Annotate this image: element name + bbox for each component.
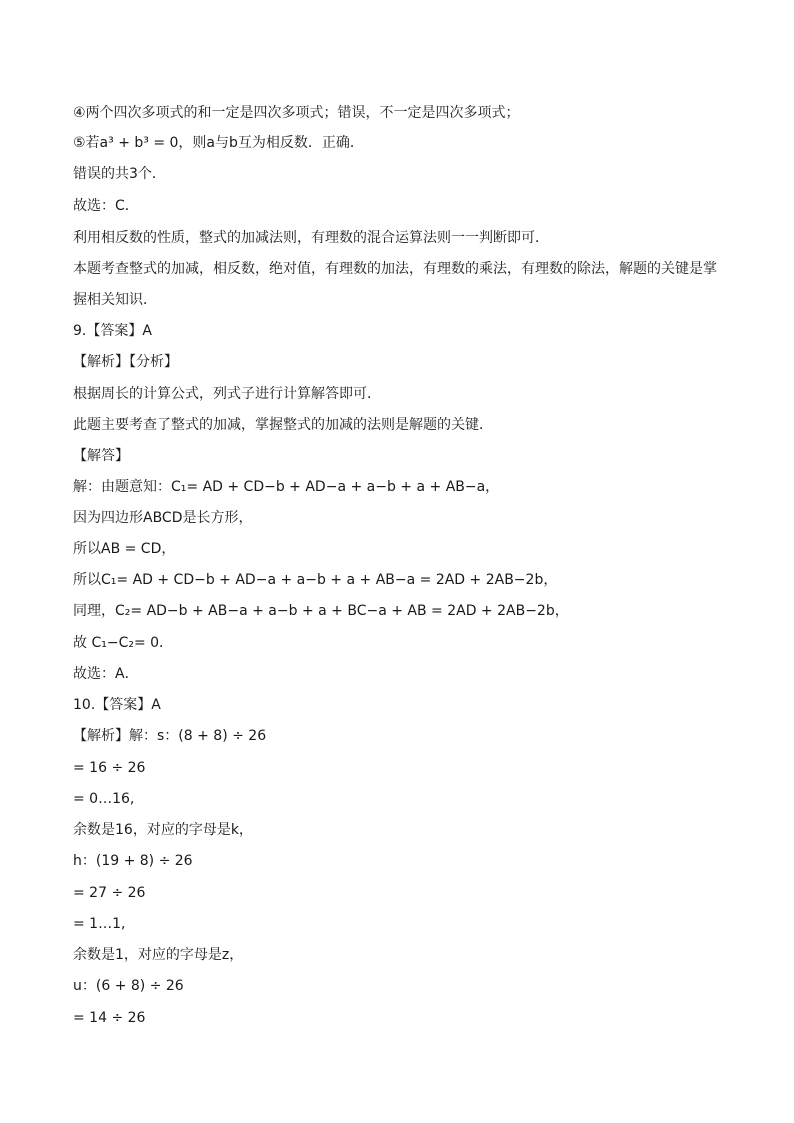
math-line: h：(19 + 8) ÷ 26 bbox=[73, 853, 193, 869]
text-line: 本题考查整式的加减，相反数，绝对值，有理数的加法，有理数的乘法，有理数的除法，解题的关键是掌 bbox=[73, 261, 717, 277]
math-line: 解：由题意知：C₁= AD + CD−b + AD−a + a−b + a + AB−a， bbox=[73, 479, 500, 495]
text-line: 利用相反数的性质，整式的加减法则，有理数的混合运算法则一一判断即可． bbox=[73, 230, 549, 246]
text-line: 错误的共3个． bbox=[73, 166, 166, 182]
text-line: ⑤若a³ + b³ = 0，则a与b互为相反数．正确． bbox=[73, 135, 364, 151]
math-line: u：(6 + 8) ÷ 26 bbox=[73, 978, 184, 994]
math-line: = 0…16, bbox=[73, 791, 135, 807]
text-line: 故选：A． bbox=[73, 666, 139, 682]
section-heading: 【解析】【分析】 bbox=[73, 354, 178, 370]
text-line: 因为四边形ABCD是长方形， bbox=[73, 510, 253, 526]
math-line: = 14 ÷ 26 bbox=[73, 1010, 146, 1026]
math-line: = 27 ÷ 26 bbox=[73, 885, 146, 901]
text-line: ④两个四次多项式的和一定是四次多项式；错误，不一定是四次多项式； bbox=[73, 105, 520, 121]
section-heading: 【解答】 bbox=[73, 448, 129, 464]
math-line: 【解析】解：s：(8 + 8) ÷ 26 bbox=[73, 728, 267, 744]
math-line: = 1…1, bbox=[73, 916, 126, 932]
text-line: 根据周长的计算公式，列式子进行计算解答即可． bbox=[73, 386, 381, 402]
text-line: 余数是1，对应的字母是z， bbox=[73, 947, 244, 963]
math-line: 所以AB = CD， bbox=[73, 541, 176, 557]
math-line: 所以C₁= AD + CD−b + AD−a + a−b + a + AB−a = 2AD + 2AB−2b， bbox=[73, 572, 558, 588]
math-line: 同理，C₂= AD−b + AB−a + a−b + a + BC−a + AB = 2AD + 2AB−2b， bbox=[73, 603, 569, 619]
answer-heading: 10.【答案】A bbox=[73, 697, 161, 713]
text-line: 此题主要考查了整式的加减，掌握整式的加减的法则是解题的关键． bbox=[73, 417, 493, 433]
math-line: 故 C₁−C₂= 0． bbox=[73, 635, 174, 651]
answer-heading: 9.【答案】A bbox=[73, 323, 152, 339]
text-line: 余数是16，对应的字母是k， bbox=[73, 822, 253, 838]
math-line: = 16 ÷ 26 bbox=[73, 760, 146, 776]
text-line: 故选：C． bbox=[73, 198, 139, 214]
text-line: 握相关知识． bbox=[73, 292, 157, 308]
